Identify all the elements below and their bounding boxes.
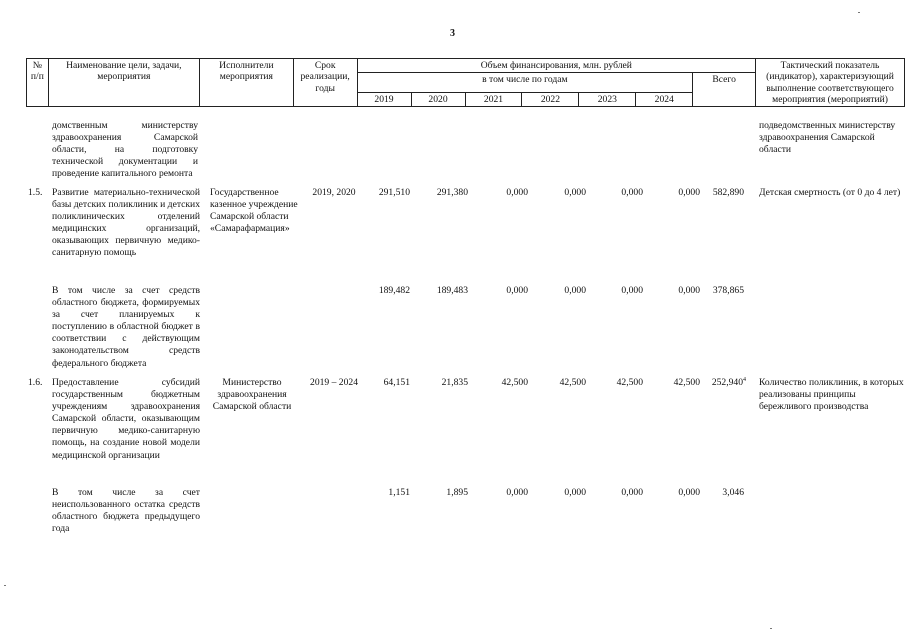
row-1-6-sub-name: В том числе за счет неиспользованного остатка средств областного бюджета предыдущего года <box>52 487 200 535</box>
header-financing: Объем финансирования, млн. рублей <box>357 59 756 73</box>
row-1-6-total <box>690 377 746 389</box>
row-1-5-2022: 0,000 <box>564 187 586 198</box>
row-1-6-sub-2021: 0,000 <box>506 487 528 498</box>
row-1-6-sub-2023: 0,000 <box>621 487 643 498</box>
header-year-2024: 2024 <box>636 92 693 106</box>
row-1-5-sub-2021: 0,000 <box>506 285 528 296</box>
row-1-5-2023: 0,000 <box>621 187 643 198</box>
row-1-6-2024: 42,500 <box>673 377 700 388</box>
table-body <box>26 120 905 540</box>
row-1-6-2023: 42,500 <box>616 377 643 388</box>
row-1-6-sub-2022: 0,000 <box>564 487 586 498</box>
row-1-5-indicator: Детская смертность (от 0 до 4 лет) <box>759 187 901 198</box>
header-indicator: Тактический показатель (индикатор), характеризующий выполнение соответствующего мероприятия (мероприятий) <box>756 59 905 107</box>
row-1-5-sub-2024: 0,000 <box>678 285 700 296</box>
row-1-5-sub-2022: 0,000 <box>564 285 586 296</box>
header-year-2022: 2022 <box>522 92 579 106</box>
row-1-5-sub-total: 378,865 <box>712 285 744 296</box>
row-1-5-sub-2020: 189,483 <box>436 285 468 296</box>
row-1-5-sub-2019: 189,482 <box>378 285 410 296</box>
row-1-6-2020: 21,835 <box>441 377 468 388</box>
row-1-5-executors: Государственное казенное учреждение Самарской области «Самарафармация» <box>210 187 298 235</box>
row-1-6-sub-total: 3,046 <box>722 487 744 498</box>
scan-speck <box>4 585 6 586</box>
header-name: Наименование цели, задачи, мероприятия <box>48 59 199 107</box>
header-by-years: в том числе по годам <box>357 73 693 93</box>
row-1-6-sub-2024: 0,000 <box>678 487 700 498</box>
header-executors: Исполнители мероприятия <box>199 59 293 107</box>
row-1-6-executors: Министерство здравоохранения Самарской области <box>212 377 292 413</box>
row-1-6-2021: 42,500 <box>501 377 528 388</box>
header-year-2020: 2020 <box>411 92 465 106</box>
row-1-6-2022: 42,500 <box>559 377 586 388</box>
row-1-5-sub-2023: 0,000 <box>621 285 643 296</box>
header-total: Всего <box>693 73 756 107</box>
row-1-6-total-value: 252,940 <box>711 377 743 388</box>
header-period: Срок реализации, годы <box>293 59 357 107</box>
row-1-6-name: Предоставление субсидий государственным бюджетным учреждениям здравоохранения Самарской области, оказывающим первичную медико-санитарную помощь, на создание новой модели медицинской организации <box>52 377 200 461</box>
row-1-5-name: Развитие материально-технической базы детских поликлиник и детских поликлинических отделений медицинских организаций, оказывающих первичную медико-санитарную помощь <box>52 187 200 259</box>
row-1-6-sub-2020: 1,895 <box>446 487 468 498</box>
row-1-6-footnote-mark: 4 <box>743 376 746 383</box>
row-1-6-num: 1.6. <box>28 377 43 388</box>
header-year-2023: 2023 <box>579 92 636 106</box>
table-header <box>26 58 905 107</box>
row-1-5-2021: 0,000 <box>506 187 528 198</box>
row-1-5-2020: 291,380 <box>436 187 468 198</box>
header-year-2021: 2021 <box>465 92 522 106</box>
row-1-5-num: 1.5. <box>28 187 43 198</box>
row-1-6-indicator: Количество поликлиник, в которых реализованы принципы бережливого производства <box>759 377 904 413</box>
row-1-5-2024: 0,000 <box>678 187 700 198</box>
header-year-2019: 2019 <box>357 92 411 106</box>
scan-speck <box>770 628 772 629</box>
row-1-5-total: 582,890 <box>712 187 744 198</box>
row-1-5-sub-name: В том числе за счет средств областного бюджета, формируемых за счет планируемых к поступлению в областной бюджет в соответствии с действующим законодательством средств федерального бюджета <box>52 285 200 369</box>
row-1-5-2019: 291,510 <box>378 187 410 198</box>
row-continuation-name: домственным министерству здравоохранения Самарской области, на подготовку технической документации и проведение капитального ремонта <box>52 120 198 180</box>
row-continuation-indicator: подведомственных министерству здравоохранения Самарской области <box>759 120 896 156</box>
row-1-6-period: 2019 – 2024 <box>310 377 358 388</box>
scan-speck <box>858 12 860 13</box>
header-num: № п/п <box>27 59 49 107</box>
page-number: 3 <box>450 28 455 39</box>
row-1-6-sub-2019: 1,151 <box>388 487 410 498</box>
row-1-6-2019: 64,151 <box>383 377 410 388</box>
row-1-5-period: 2019, 2020 <box>312 187 356 198</box>
